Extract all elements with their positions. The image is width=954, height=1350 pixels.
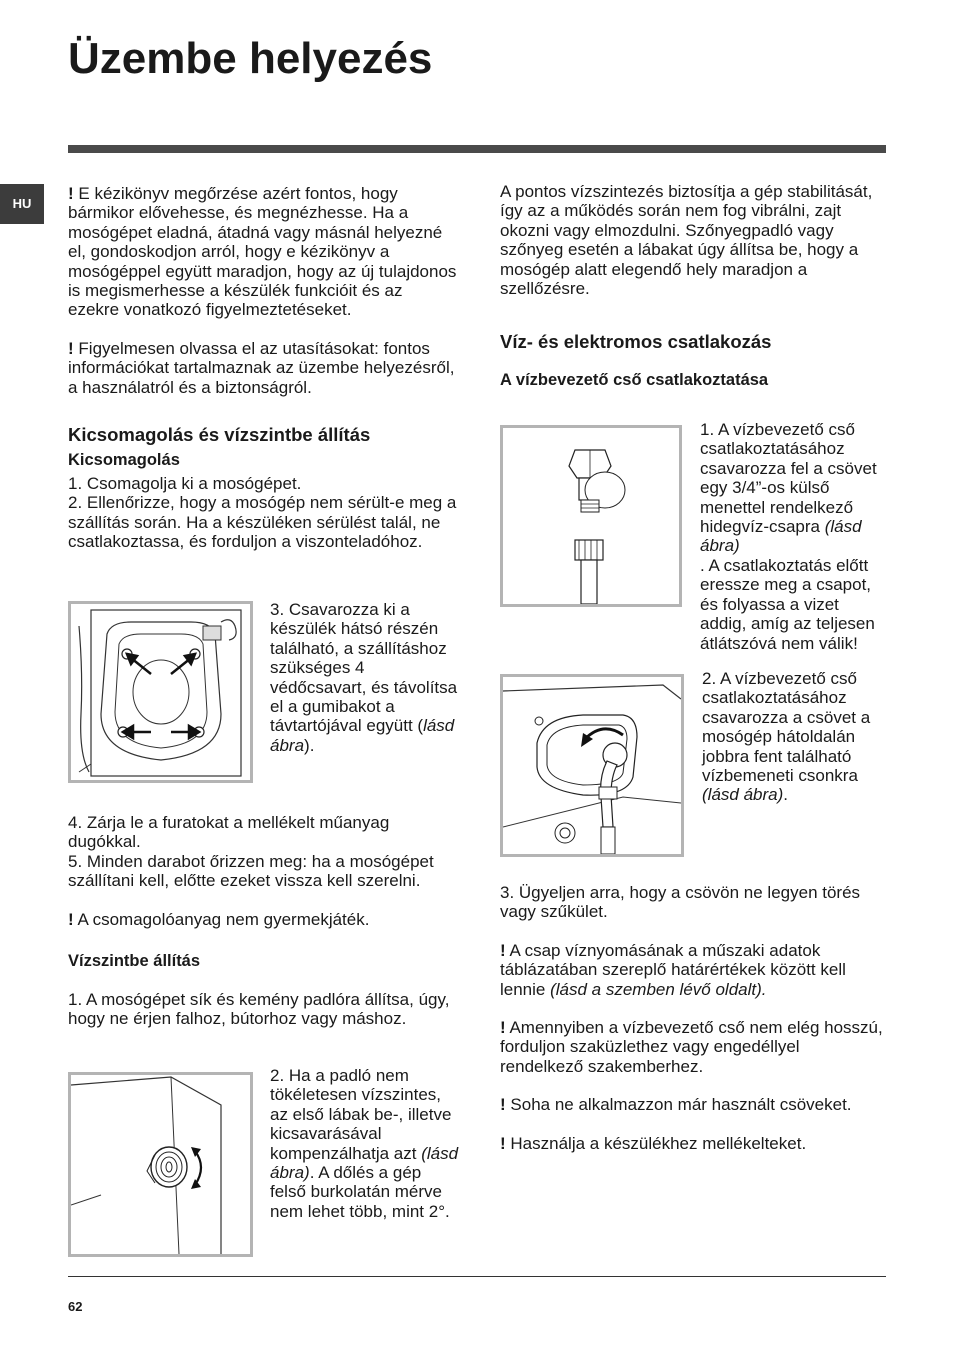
back-panel-figure [68, 601, 253, 783]
intro-paragraph: ! E kézikönyv megőrzése azért fontos, hogy bármikor elővehesse, és megnézhesse. Ha a mosógépet eladná, átadná vagy másnál helyezné el, gondoskodjon arról, hogy e kézikönyv a mosógéppel együtt maradjon, hogy az új tulajdonos is megismerhesse a készülék funkcióit és az ezekre vonatkozó figyelmeztetéseket. [68, 184, 457, 320]
warning-mark-icon: ! [68, 909, 74, 929]
warning-mark-icon: ! [68, 338, 74, 358]
unpack-step-3: 3. Csavarozza ki a készülék hátsó részén található, a szállításhoz szükséges 4 védőcsavart, és távolítsa el a gumibakot a távtartójával együtt (lásd ábra). [270, 600, 458, 755]
inlet-step-1-end: . A csatlakoztatás előtt eressze meg a csapot, és folyassa a vizet addig, amíg az teljesen átlátszóvá nem válik! [700, 556, 886, 653]
language-tab: HU [0, 184, 44, 224]
packaging-warning: ! A csomagolóanyag nem gyermekjáték. [68, 909, 370, 929]
footer-divider [68, 1276, 886, 1277]
inlet-illustration [503, 677, 681, 854]
unpack-step-5: 5. Minden darabot őrizzen meg: ha a mosógépet szállítani kell, előtte ezeket vissza kell szerelni. [68, 851, 434, 891]
inlet-valve-figure [500, 674, 684, 857]
left-column-top [68, 184, 458, 552]
warning-mark-icon: ! [500, 1095, 506, 1115]
right-column-top [500, 182, 886, 390]
used-hose-warning: ! Soha ne alkalmazzon már használt csöveket. [500, 1095, 852, 1115]
left-column-middle [68, 813, 458, 1029]
right-column-bottom [500, 883, 886, 1153]
unpack-heading: Kicsomagolás [68, 451, 180, 470]
tap-illustration [503, 428, 679, 604]
inlet-step-3: 3. Ügyeljen arra, hogy a csövön ne legyen törés vagy szűkület. [500, 883, 861, 922]
unpack-step-2: 2. Ellenőrizze, hogy a mosógép nem sérült-e meg a szállítás során. Ha a készüléken sérülést talál, ne csatlakoztassa, és forduljon a viszonteladóhoz. [68, 493, 457, 552]
level-step-2: 2. Ha a padló nem tökéletesen vízszintes, az első lábak be-, illetve kicsavarásával kompenzálhatja azt (lásd ábra). A dőlés a gép felső burkolatán mérve nem lehet több, mint 2°. [270, 1066, 459, 1221]
foot-illustration [71, 1075, 250, 1254]
inlet-step-2: 2. A vízbevezető cső csatlakoztatásához csavarozza a csövet a mosógép hátoldalán jobbra fent található vízbemeneti csonkra (lásd ábra). [702, 669, 871, 805]
inlet-heading: A vízbevezető cső csatlakoztatása [500, 371, 769, 390]
level-heading: Vízszintbe állítás [68, 952, 201, 971]
connections-heading: Víz- és elektromos csatlakozás [500, 331, 772, 353]
level-step-1: 1. A mosógépet sík és kemény padlóra állítsa, úgy, hogy ne érjen falhoz, bútorhoz vagy máshoz. [68, 990, 450, 1029]
inlet-step-1-top: 1. A vízbevezető cső csatlakoztatásához csavarozza fel a csövet egy 3/4”-os külső menettel rendelkező hidegvíz-csapra (lásd ábra) [700, 420, 877, 556]
hose-length-warning: ! Amennyiben a vízbevezető cső nem elég hosszú, forduljon szaküzlethez vagy engedéllyel rendelkező szakemberhez. [500, 1018, 883, 1076]
warning-mark-icon: ! [68, 184, 74, 203]
pressure-warning: ! A csap víznyomásának a műszaki adatok táblázatában szereplő határértékek között kell lennie (lásd a szemben lévő oldalt). [500, 940, 846, 999]
unpack-level-heading: Kicsomagolás és vízszintbe állítás [68, 424, 371, 446]
warning-mark-icon: ! [500, 1133, 506, 1153]
page-number: 62 [68, 1299, 83, 1314]
foot-adjust-figure [68, 1072, 253, 1257]
warning-mark-icon: ! [500, 1018, 506, 1038]
supplied-parts-warning: ! Használja a készülékhez mellékelteket. [500, 1133, 807, 1153]
header-divider [68, 145, 886, 153]
page-title: Üzembe helyezés [68, 34, 433, 83]
unpack-step-1: 1. Csomagolja ki a mosógépet. [68, 474, 302, 494]
tap-hose-figure [500, 425, 682, 607]
level-benefit-paragraph: A pontos vízszintezés biztosítja a gép stabilitását, így az a működés során nem fog vibrálni, zajt okozni vagy elmozdulni. Szőnyegpadló vagy szőnyeg esetén a lábakat úgy állítsa be, hogy a mosógép alatt elegendő hely maradjon a szellőzésre. [500, 182, 873, 299]
unpack-step-4: 4. Zárja le a furatokat a mellékelt műanyag dugókkal. [68, 813, 390, 852]
read-instructions-paragraph: ! Figyelmesen olvassa el az utasításokat: fontos információkat tartalmaznak az üzembe helyezésről, a használatról és a biztonságról. [68, 338, 455, 397]
machine-back-illustration [71, 604, 250, 780]
warning-mark-icon: ! [500, 940, 506, 960]
